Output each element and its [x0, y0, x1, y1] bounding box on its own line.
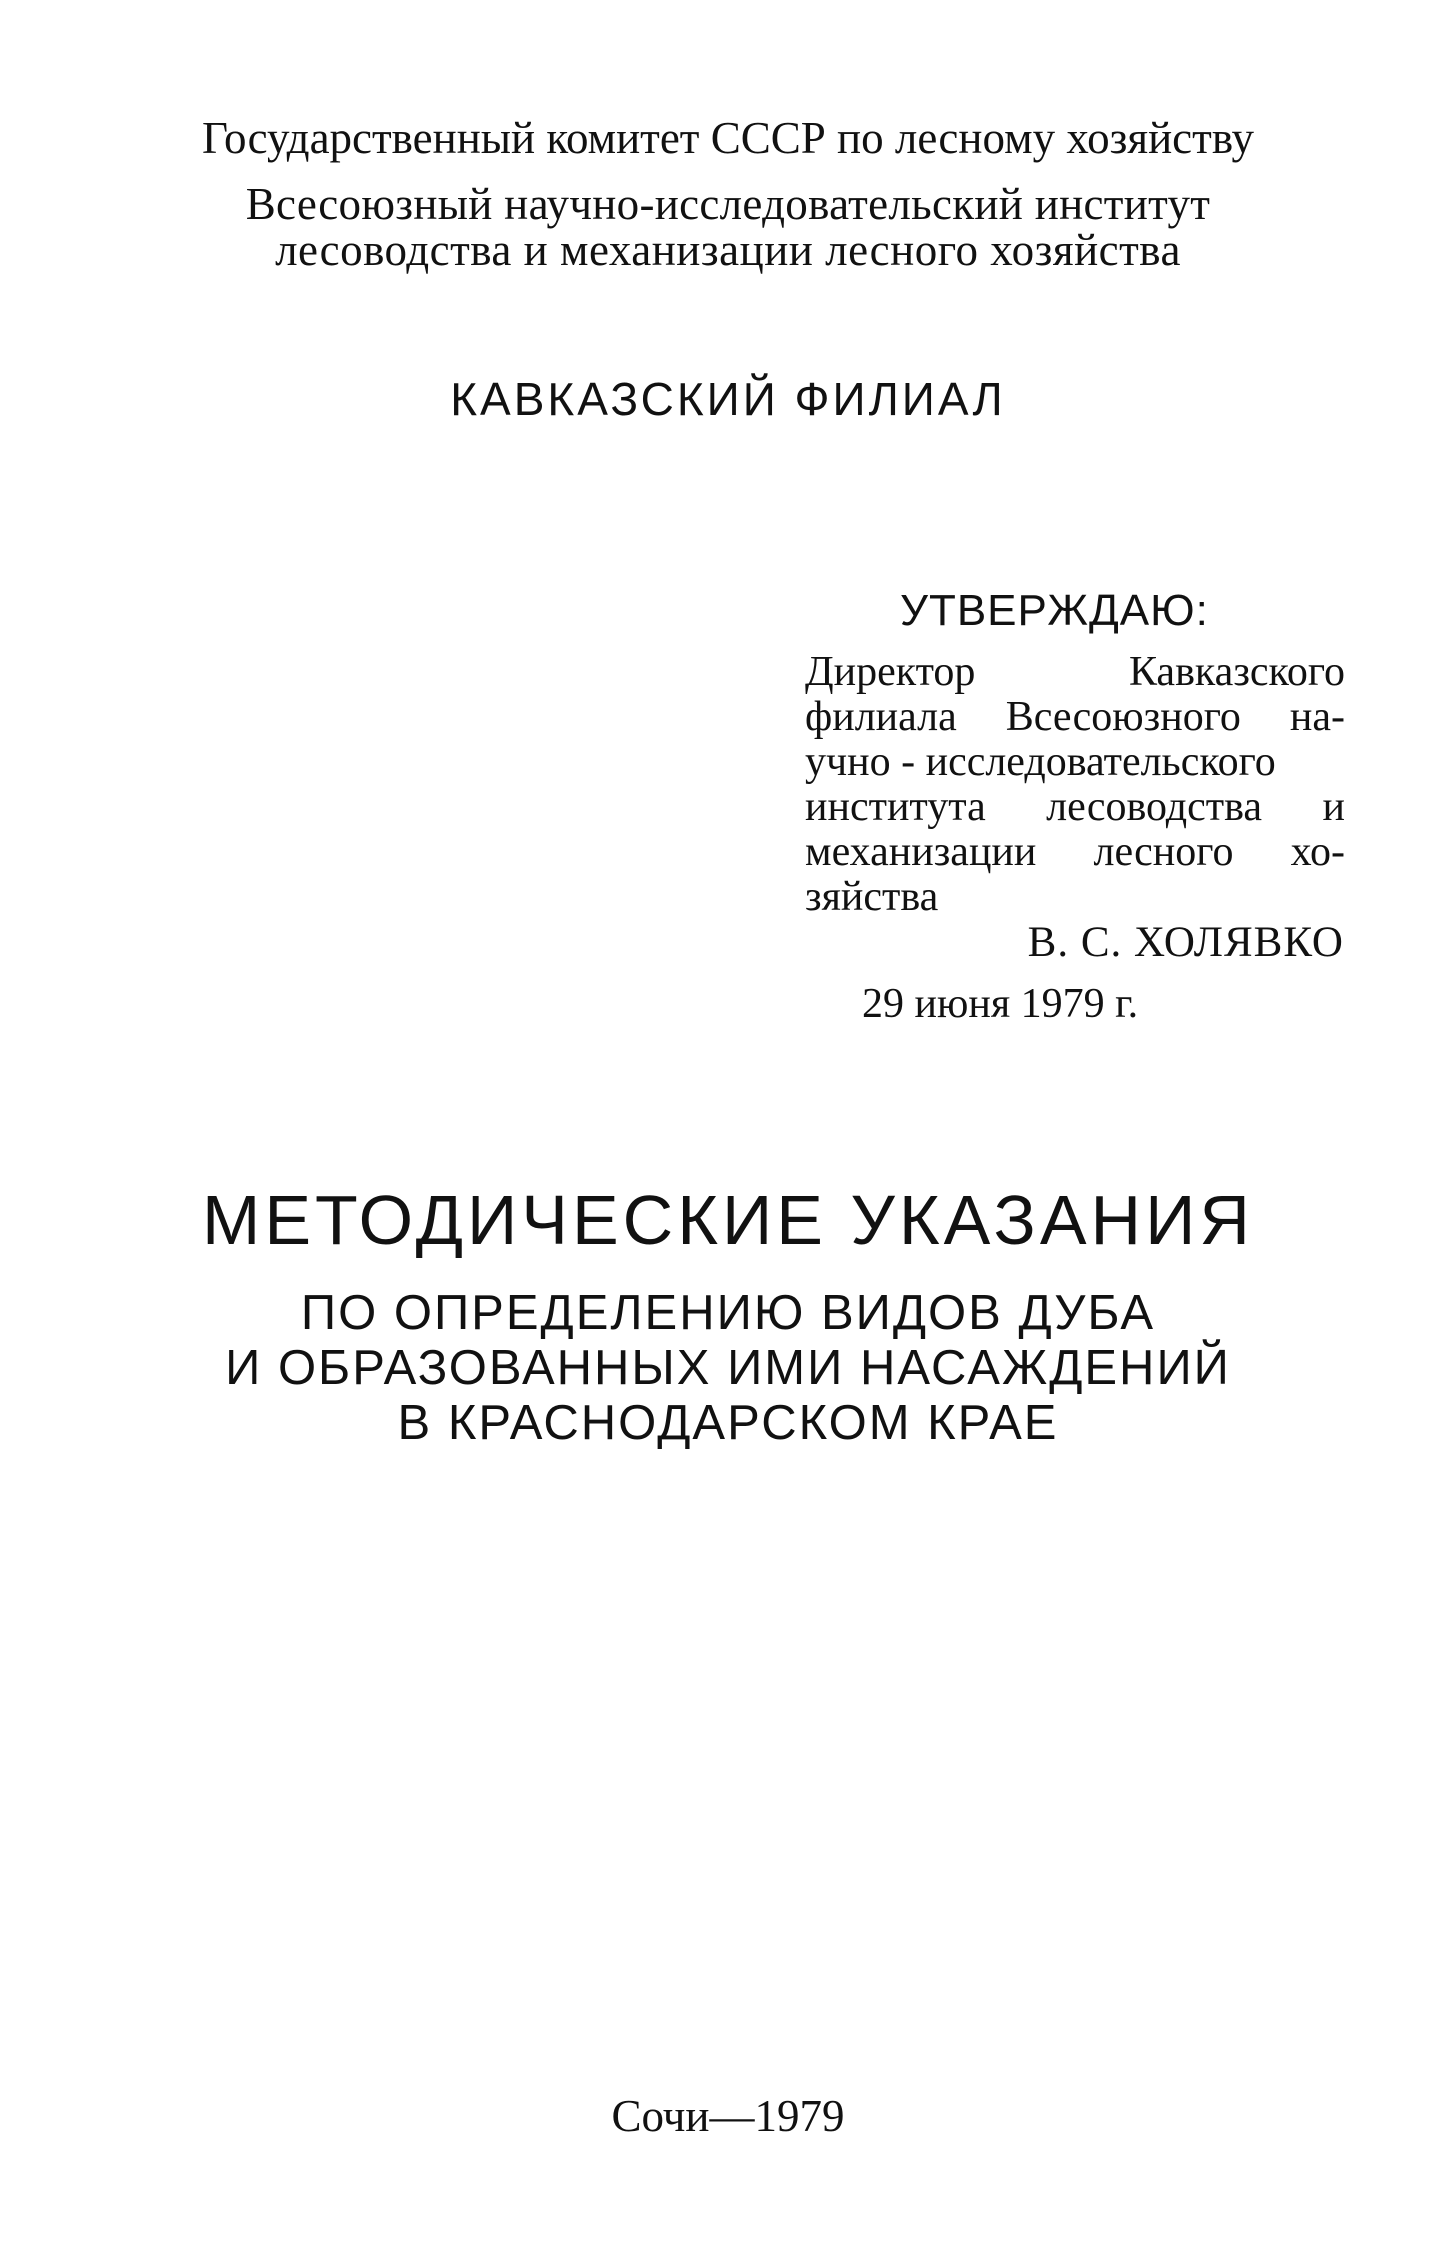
approval-word: филиала	[805, 694, 957, 740]
approval-line	[805, 695, 1345, 740]
subtitle-line-3: В КРАСНОДАРСКОМ КРАЕ	[397, 1396, 1059, 1450]
place-and-year: Сочи—1979	[611, 2091, 845, 2141]
approval-word: лесоводства	[1046, 784, 1263, 830]
approval-line	[805, 785, 1345, 830]
approval-word: хо-	[1290, 829, 1345, 875]
approval-word: Всесоюзного	[1005, 694, 1241, 740]
approval-line	[805, 830, 1345, 875]
org-line-3: лесоводства и механизации лесного хозяйства	[275, 225, 1181, 275]
approval-word: механизации	[805, 829, 1037, 875]
subtitle-line-2: И ОБРАЗОВАННЫХ ИМИ НАСАЖДЕНИЙ	[225, 1341, 1231, 1395]
approval-word: на-	[1289, 694, 1345, 740]
approval-date: 29 июня 1979 г.	[862, 981, 1139, 1027]
approval-line	[805, 740, 1345, 785]
subtitle-line-1: ПО ОПРЕДЕЛЕНИЮ ВИДОВ ДУБА	[300, 1286, 1156, 1340]
approval-line	[805, 875, 1345, 920]
approval-word: института	[805, 784, 986, 830]
document-title: МЕТОДИЧЕСКИЕ УКАЗАНИЯ	[202, 1181, 1254, 1259]
org-line-1: Государственный комитет СССР по лесному хозяйству	[201, 113, 1255, 163]
org-line-2: Всесоюзный научно-исследовательский институт	[245, 179, 1211, 229]
approval-word: учно - исследовательского	[805, 739, 1276, 785]
branch-title: КАВКАЗСКИЙ ФИЛИАЛ	[450, 373, 1006, 425]
signer-name: В. С. ХОЛЯВКО	[1027, 919, 1344, 966]
approval-line	[805, 650, 1345, 695]
approval-heading: УТВЕРЖДАЮ:	[900, 586, 1209, 635]
approval-word: Кавказского	[1128, 649, 1345, 695]
approval-word: лесного	[1093, 829, 1234, 875]
approval-word: зяйства	[805, 874, 939, 920]
approval-word: Директор	[805, 649, 976, 695]
approval-word: и	[1322, 784, 1345, 830]
approval-text	[805, 650, 1345, 920]
